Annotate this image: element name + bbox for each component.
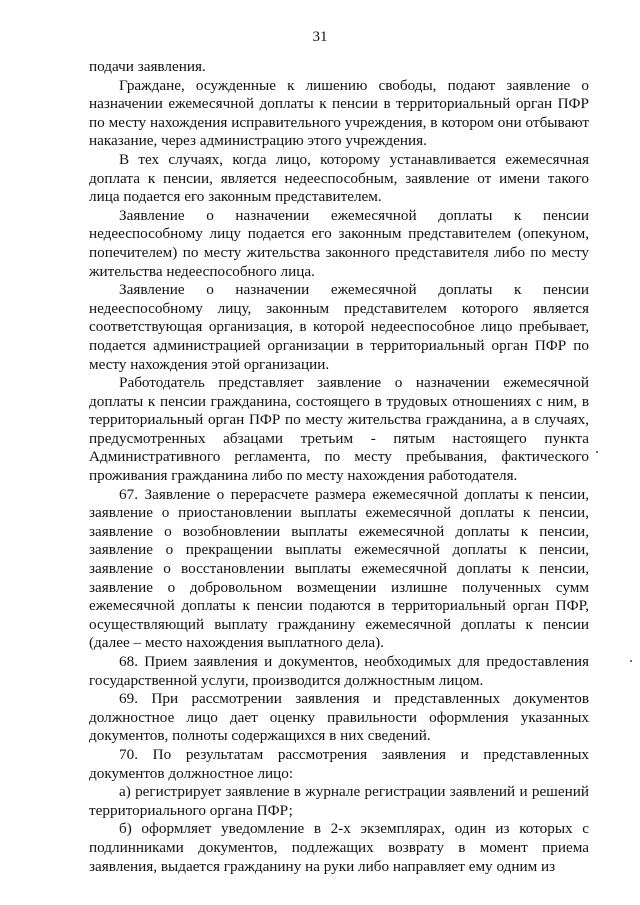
paragraph-item-69: 69. При рассмотрении заявления и представленных документов должностное лицо дает оценку правильности оформления указанных документов, полноты содержащихся в них сведений. [89, 690, 589, 745]
scan-speck [596, 451, 598, 453]
paragraph: Граждане, осужденные к лишению свободы, подают заявление о назначении ежемесячной доплаты к пенсии в территориальный орган ПФР по месту нахождения исправительного учреждения, в котором они отбывают наказание, через администрацию этого учреждения. [89, 76, 589, 150]
paragraph: В тех случаях, когда лицо, которому устанавливается ежемесячная доплата к пенсии, является недееспособным, заявление от имени такого лица подается его законным представителем. [89, 150, 589, 206]
subitem-a: а) регистрирует заявление в журнале регистрации заявлений и решений территориального органа ПФР; [89, 783, 589, 819]
scan-speck [630, 660, 632, 662]
page-number: 31 [312, 29, 328, 45]
paragraph: Заявление о назначении ежемесячной доплаты к пенсии недееспособному лицу, законным представителем которого является соответствующая организация, в которой недееспособное лицо пребывает, подается администрацией организации в территориальный орган ПФР по месту нахождения этой организации. [89, 281, 589, 373]
document-body [89, 58, 589, 876]
paragraph-item-68: 68. Прием заявления и документов, необходимых для предоставления государственной услуги, производится должностным лицом. [89, 653, 589, 689]
paragraph-item-70: 70. По результатам рассмотрения заявления и представленных документов должностное лицо: [89, 745, 589, 782]
subitem-b: б) оформляет уведомление в 2-х экземплярах, один из которых с подлинниками документов, подлежащих возврату в момент приема заявления, выдается гражданину на руки либо направляет ему одним из [89, 820, 589, 875]
paragraph-continuation: подачи заявления. [89, 58, 206, 75]
paragraph: Работодатель представляет заявление о назначении ежемесячной доплаты к пенсии гражданина, состоящего в трудовых отношениях с ним, в территориальный орган ПФР по месту жительства гражданина, а в случаях, предусмотренных абзацами третьим - пятым настоящего пункта Административного регламента, по месту пребывания, фактического проживания гражданина либо по месту нахождения работодателя. [89, 374, 589, 485]
paragraph-item-67: 67. Заявление о перерасчете размера ежемесячной доплаты к пенсии, заявление о приостановлении выплаты ежемесячной доплаты к пенсии, заявление о возобновлении выплаты ежемесячной доплаты к пенсии, заявление о прекращении выплаты ежемесячной доплаты к пенсии, заявление о восстановлении выплаты ежемесячной доплаты к пенсии, заявление о добровольном возмещении излишне полученных сумм ежемесячной доплаты к пенсии подаются в территориальный орган ПФР, осуществляющий выплату гражданину ежемесячной доплаты к пенсии (далее – место нахождения выплатного дела). [89, 485, 589, 652]
paragraph: Заявление о назначении ежемесячной доплаты к пенсии недееспособному лицу подается его законным представителем (опекуном, попечителем) по месту жительства законного представителя либо по месту жительства недееспособного лица. [89, 206, 589, 280]
